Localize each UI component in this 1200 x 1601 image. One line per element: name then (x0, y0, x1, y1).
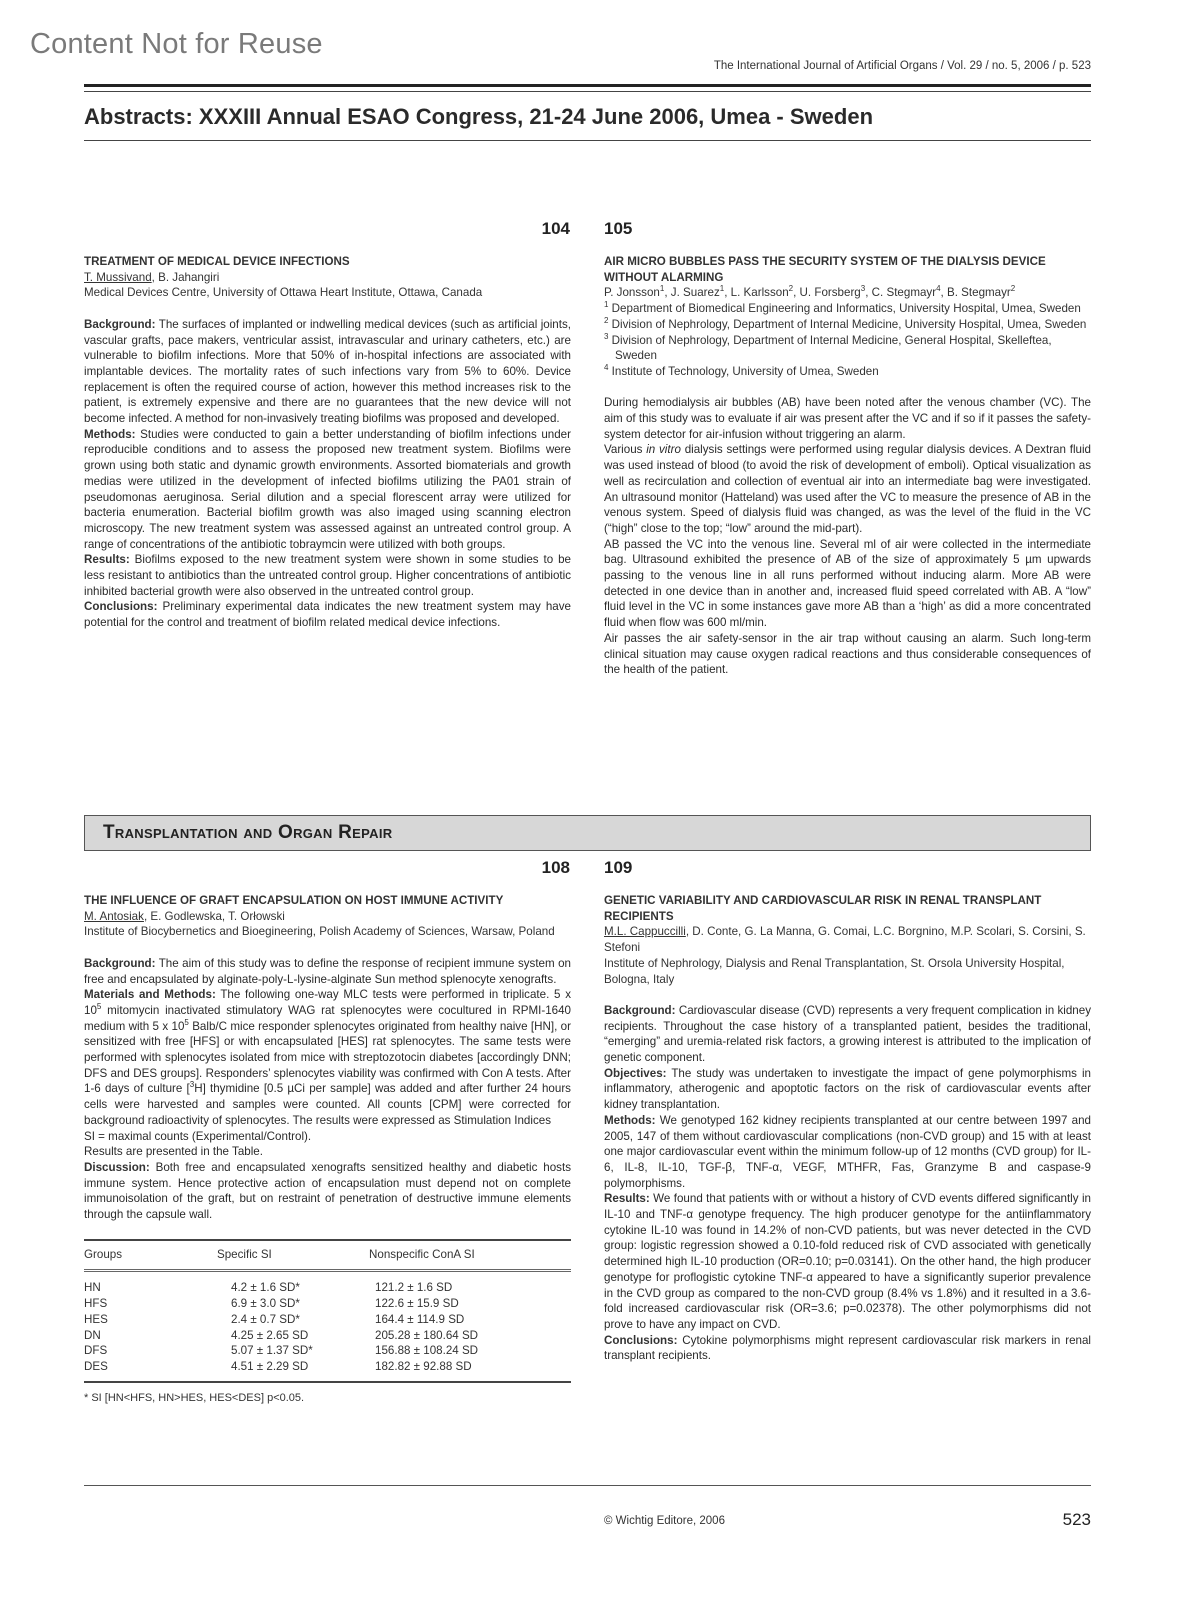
page-number: 523 (1062, 1510, 1091, 1529)
paragraph (604, 1333, 1091, 1364)
text-run: Biofilms exposed to the new treatment system were shown in some studies to be less resistant to antibiotics than the untreated control group. Higher concentrations of antibiotic inhibited bacterial growth were also observed in the untreated control group. (84, 553, 571, 598)
affiliation (604, 317, 1091, 333)
text-run: P. Jonsson (604, 286, 660, 300)
text-run: , C. Stegmayr (865, 286, 937, 300)
section-label: Results: (604, 1192, 650, 1206)
text-run: , B. Jahangiri (151, 270, 220, 284)
superscript: 3 (189, 1080, 195, 1090)
table-cell: 205.28 ± 180.64 SD (375, 1328, 479, 1342)
paragraph (84, 1160, 571, 1223)
superscript: 4 (604, 362, 609, 372)
presenting-author: M. Antosiak (84, 909, 144, 923)
superscript: 2 (788, 284, 794, 294)
section-label: Background: (604, 1003, 676, 1017)
table-row (84, 1296, 571, 1312)
text-run: Balb/C mice responder splenocytes originated from healthy naive [HN], or sensitized with free [HFS] or with encapsulated [HES] rat splenocytes. The same tests were performed with splenocytes isolated from mice with streptozotocin diabetes [accordingly DNN; DFS and DES groups]. Responders’ splenocytes viability was confirmed with Con A tests. After 1-6 days of culture [ (84, 1019, 571, 1096)
text-run: mitomycin inactivated stimulatory WAG rat splenocytes were cocultured in RPMI-1640 medium with 5 x 10 (84, 1003, 571, 1033)
abstract-109 (604, 893, 1091, 1364)
journal-citation: The International Journal of Artificial Organs / Vol. 29 / no. 5, 2006 / p. 523 (713, 60, 1091, 72)
text-run: AB passed the VC into the venous line. Several ml of air were collected in the intermediate bag. Ultrasound exhibited the presence of AB of the size of approximately 5 µm upwards passing to the venous line in all runs performed without inducing alarm. More AB were detected in one device than in another and, increased fluid speed correlated with AB. A “low” fluid level in the VC in some instances gave more AB than a ‘high’ as did a more concentrated fluid when flow was 600 ml/min. (604, 537, 1091, 630)
superscript: 2 (1010, 284, 1016, 294)
table-cell: 2.4 ± 0.7 SD* (231, 1312, 300, 1326)
text-run: The aim of this study was to define the response of recipient immune system on free and encapsulated by alginate-poly-L-lysine-alginate Sun method splenocyte xenografts. (84, 956, 571, 986)
text-run: , J. Suarez (664, 286, 720, 300)
text-run: , E. Godlewska, T. Orłowski (143, 909, 285, 923)
table-cell: 5.07 ± 1.37 SD* (231, 1344, 313, 1358)
abstract-number: 109 (604, 858, 633, 877)
table-cell: 122.6 ± 15.9 SD (375, 1297, 459, 1311)
text-run: Division of Nephrology, Department of Internal Medicine, University Hospital, Umea, Sweden (608, 317, 1087, 331)
text-run: H] thymidine [0.5 µCi per sample] was added and after further 24 hours cells were harvested and samples were counted. All counts [CPM] were corrected for background radioactivity of splenocytes. The results were expressed as Stimulation Indices (84, 1082, 571, 1127)
paragraph (604, 1113, 1091, 1192)
text-run: Air passes the air safety-sensor in the air trap without causing an alarm. Such long-term clinical situation may cause oxygen radical reactions and thus considerable consequences of the health of the patient. (604, 631, 1091, 677)
abstract-number: 104 (541, 219, 570, 238)
table-cell: 156.88 ± 108.24 SD (375, 1344, 479, 1358)
section-label: Results: (84, 553, 130, 567)
table-header-row (84, 1240, 571, 1271)
abstract-title: AIR MICRO BUBBLES PASS THE SECURITY SYSTEM OF THE DIALYSIS DEVICE WITHOUT ALARMING (604, 255, 1046, 284)
superscript: 2 (604, 315, 609, 325)
superscript: 3 (604, 331, 609, 341)
column-header: Groups (84, 1240, 217, 1271)
table-cell: 182.82 ± 92.88 SD (369, 1359, 571, 1382)
text-run: Medical Devices Centre, University of Ottawa Heart Institute, Ottawa, Canada (84, 286, 483, 300)
text-run: Preliminary experimental data indicates the new treatment system may have potential for the control and treatment of biofilm related medical device infections. (84, 600, 571, 630)
section-label: Objectives: (604, 1066, 667, 1080)
presenting-author: M.L. Cappuccilli (604, 925, 686, 939)
header-rule (84, 84, 1091, 87)
paragraph (604, 1191, 1091, 1332)
abstract-body (84, 317, 571, 631)
results-table (84, 1239, 571, 1383)
table-cell: DES (84, 1359, 217, 1382)
text-run: The following one-way MLC tests were performed in triplicate. 5 x 10 (84, 988, 571, 1017)
table-cell: HN (84, 1281, 101, 1295)
abstract-104 (84, 254, 571, 631)
column-header: Nonspecific ConA SI (369, 1240, 571, 1271)
paragraph (84, 1129, 571, 1145)
text-run: , B. Stegmayr (940, 286, 1011, 300)
text-run: Department of Biomedical Engineering and Informatics, University Hospital, Umea, Sweden (608, 302, 1081, 316)
table-cell: 6.9 ± 3.0 SD* (231, 1297, 300, 1311)
text-run: Institute of Technology, University of Umea, Sweden (608, 364, 879, 378)
superscript: 3 (860, 284, 866, 294)
affiliation (604, 301, 1091, 317)
footer-rule (84, 1485, 1091, 1486)
text-run: Various (604, 443, 647, 457)
paragraph (84, 1144, 571, 1160)
superscript: 4 (936, 284, 941, 294)
abstract-105 (604, 254, 1091, 678)
author-list (84, 909, 571, 925)
text-run: The surfaces of implanted or indwelling medical devices (such as artificial joints, vascular grafts, pace makers, ventricular assist, intravascular and urinary catheters, etc.) are vulnerable to biofilm infections. More that 50% of in-hospital infections are associated with implantable devices. The mortality rates of such infections vary from 5% to 60%. Device replacement is often the required course of action, however this method increases risk to the patient, is extremely expensive and there are no guarantees that the new device will not become infected. A method for non-invasively treating biofilms was proposed and developed. (84, 317, 571, 426)
abstract-body (604, 1003, 1091, 1364)
paragraph (84, 599, 571, 630)
section-header (84, 815, 1091, 851)
table-cell: HFS (84, 1297, 108, 1311)
paragraph (84, 317, 571, 427)
text-run: We genotyped 162 kidney recipients transplanted at our centre between 1997 and 2005, 147 of them without cardiovascular complications (non-CVD group) and 15 with at least one major cardiovascular event within the minimum follow-up of 12 months (CVD group) for IL-6, IL-8, IL-10, TGF-β, TNF-α, VEGF, MTHFR, Fas, Granzyme B and caspase-9 polymorphisms. (604, 1113, 1091, 1190)
table-row (84, 1328, 571, 1344)
table-row (84, 1271, 571, 1296)
abstract-title: THE INFLUENCE OF GRAFT ENCAPSULATION ON HOST IMMUNE ACTIVITY (84, 894, 504, 907)
abstract-108 (84, 893, 571, 1406)
title-rule (84, 140, 1091, 141)
text-run: Results are presented in the Table. (84, 1145, 263, 1159)
paragraph (604, 395, 1091, 442)
superscript: 1 (604, 300, 609, 310)
affiliation (84, 285, 571, 301)
table-row (84, 1312, 571, 1328)
table-cell: 164.4 ± 114.9 SD (375, 1312, 465, 1326)
text-run: dialysis settings were performed using regular dialysis devices. A Dextran fluid was used instead of blood (to avoid the risk of development of emboli). Optical visualization as well as recirculation and collection of eventual air into an intermediate bag were investigated. An ultrasound monitor (Hatteland) was used after the VC to measure the presence of AB in the venous system. Speed of dialysis fluid was changed, as was the level of the fluid in the VC (“high” close to the top; “low” around the mid-part). (604, 443, 1091, 535)
table-cell: DN (84, 1328, 101, 1342)
affiliation (604, 956, 1091, 987)
table-cell: DFS (84, 1344, 108, 1358)
watermark: Content Not for Reuse (30, 28, 323, 60)
author-list (604, 285, 1091, 301)
section-title: Transplantation and Organ Repair (103, 822, 393, 843)
column-header: Specific SI (217, 1240, 369, 1271)
table-row (84, 1343, 571, 1359)
text-run: Cardiovascular disease (CVD) represents a very frequent complication in kidney recipients. Throughout the case history of a transplanted patient, besides the traditional, “emerging” and uremia-related risk factors, a growing interest is attributed to the implication of genetic component. (604, 1003, 1091, 1065)
superscript: 5 (184, 1017, 189, 1027)
text-run: During hemodialysis air bubbles (AB) have been noted after the venous chamber (VC). The aim of this study was to evaluate if air was present after the VC and if so if it passes the safety-system detector for air-infusion without triggering an alarm. (604, 396, 1091, 441)
table-cell: 4.51 ± 2.29 SD (217, 1359, 369, 1382)
presenting-author: T. Mussivand (84, 270, 152, 284)
text-run: Institute of Nephrology, Dialysis and Renal Transplantation, St. Orsola University Hospital, Bologna, Italy (604, 956, 1065, 986)
paragraph (84, 987, 571, 1128)
abstract-number: 108 (541, 858, 570, 877)
text-run: , D. Conte, G. La Manna, G. Comai, L.C. Borgnino, M.P. Scolari, S. Corsini, S. Stefoni (604, 925, 1086, 955)
abstract-title: GENETIC VARIABILITY AND CARDIOVASCULAR RISK IN RENAL TRANSPLANT RECIPIENTS (604, 894, 1042, 923)
text-run: SI = maximal counts (Experimental/Control). (84, 1129, 312, 1143)
section-label: Materials and Methods: (84, 988, 216, 1002)
affiliation (84, 924, 571, 940)
text-run: Both free and encapsulated xenografts sensitized healthy and diabetic hosts immune system. Hence protective action of encapsulation must depend not on complete immunoisolation of the graft, but on restraint of penetration of destructive immune elements through the capsule wall. (84, 1160, 571, 1222)
text-run: , U. Forsberg (793, 286, 861, 300)
paragraph (84, 552, 571, 599)
superscript: 5 (96, 1001, 102, 1011)
affiliation (604, 333, 1091, 364)
text-run: Division of Nephrology, Department of Internal Medicine, General Hospital, Skelleftea, Sweden (608, 333, 1052, 363)
paragraph (84, 956, 571, 987)
abstract-number: 105 (604, 219, 633, 238)
page-title: Abstracts: XXXIII Annual ESAO Congress, 21-24 June 2006, Umea - Sweden (84, 104, 874, 129)
italic-text: in vitro (646, 443, 681, 457)
text-run: Institute of Biocybernetics and Bioegineering, Polish Academy of Sciences, Warsaw, Poland (84, 925, 555, 939)
paragraph (84, 427, 571, 553)
superscript: 1 (719, 284, 725, 294)
table-cell: 121.2 ± 1.6 SD (375, 1281, 453, 1295)
section-label: Methods: (84, 427, 136, 441)
table-footnote: * SI [HN<HFS, HN>HES, HES<DES] p<0.05. (84, 1391, 305, 1404)
text-run: The study was undertaken to investigate the impact of gene polymorphisms in inflammatory, atherogenic and apoptotic factors on the risk of cardiovascular events after kidney transplantation. (604, 1066, 1091, 1112)
table-cell: 4.25 ± 2.65 SD (231, 1328, 309, 1342)
text-run: Studies were conducted to gain a better understanding of biofilm infections under reproducible conditions and to assess the proposed new treatment system. Biofilms were grown using both static and dynamic growth environments. Assorted biomaterials and growth medias were utilized in the development of infected biofilms utilizing the PA01 strain of pseudomonas aeruginosa. Serial dilution and a special florescent array were utilized for bacteria enumeration. Bacterial biofilm growth was also imaged using scanning electron microscopy. The new treatment system was assessed against an untreated control group. A range of concentrations of the antibiotic tobraymcin were utilized with both groups. (84, 427, 571, 551)
section-label: Discussion: (84, 1160, 150, 1174)
text-run: Cytokine polymorphisms might represent cardiovascular risk markers in renal transplant recipients. (604, 1333, 1091, 1363)
section-label: Conclusions: (84, 600, 158, 614)
superscript: 1 (659, 284, 665, 294)
table-cell: 4.2 ± 1.6 SD* (231, 1281, 300, 1295)
table-row (84, 1359, 571, 1382)
section-label: Conclusions: (604, 1333, 678, 1347)
copyright: © Wichtig Editore, 2006 (604, 1515, 725, 1527)
paragraph (604, 442, 1091, 536)
section-label: Background: (84, 317, 156, 331)
text-run: We found that patients with or without a history of CVD events differed significantly in IL-10 and TNF-α genotype frequency. The high producer genotype for the antiinflammatory cytokine IL-10 was found in 14.2% of non-CVD patients, but was never detected in the CVD group: logistic regression showed a 0.10-fold reduced risk of CVD associated with genetically determined high IL-10 production (OR=0.10; p=0.03141). On the other hand, the high producer genotype for proflogistic cytokine TNF-α appeared to have a significantly superior prevalence in the CVD group as compared to the non-CVD group (8.4% vs 1.8%) and it resulted in a 3.6-fold increased cardiovascular risk (OR=3.6; p=0.02378). The other polymorphisms did not prove to have any impact on CVD. (604, 1192, 1091, 1331)
text-run: , L. Karlsson (724, 286, 789, 300)
author-list (604, 924, 1091, 955)
abstract-body (84, 956, 571, 1223)
header-rule-thin (84, 91, 1091, 92)
paragraph (604, 631, 1091, 678)
paragraph (604, 1066, 1091, 1113)
abstract-body (604, 395, 1091, 678)
section-label: Methods: (604, 1113, 656, 1127)
section-label: Background: (84, 956, 156, 970)
table-cell: HES (84, 1312, 108, 1326)
abstract-title: TREATMENT OF MEDICAL DEVICE INFECTIONS (84, 255, 350, 268)
paragraph (604, 537, 1091, 631)
paragraph (604, 1003, 1091, 1066)
author-list (84, 270, 571, 286)
affiliation (604, 364, 1091, 380)
